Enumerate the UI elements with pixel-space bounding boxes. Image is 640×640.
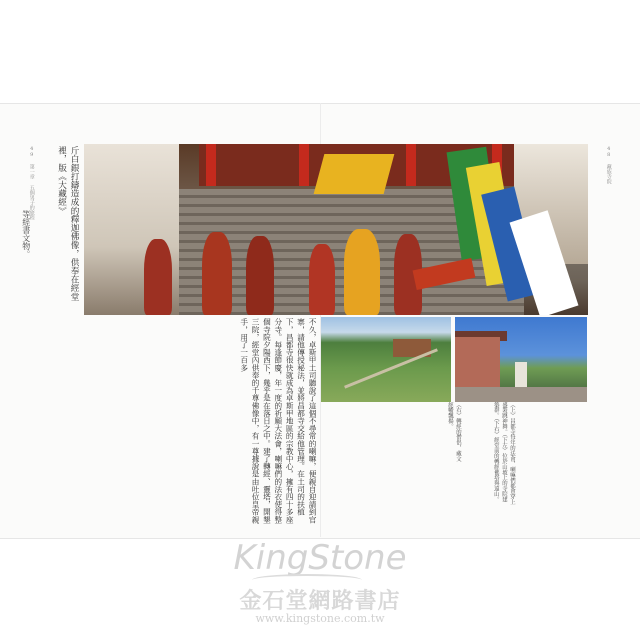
monk-figure [309,244,335,315]
monk-figure [202,232,232,315]
dancer-robe [314,154,395,194]
body-text-column: 不久，卓斯甲土司聽說了這個不尋常的喇嘛，便親自迎請到官寨，請他傳授秘法，並將昌都寺交給他管理。在土司的扶植下，昌都寺很快就成為卓斯甲地區的宗教中心，擁有四十多座分寺。每逢節慶，年一度的祈願大法會，喇嘛們的法衣使得整個寺院夕陽西下，幾乎是在落日之中。建了轉經、靈塔，開墾三院，經堂內供奉的千尊佛像中，有一尊據說是由吐位皇帝親手，用了一百多 [239,318,317,524]
temple-pillar [299,144,309,186]
store-logo-word: KingStone [233,538,407,578]
store-logo-chinese: 金石堂網路書店 [239,588,401,614]
mountain-path [344,348,438,388]
hillside-monastery-photo [321,317,451,402]
monk-figure [344,229,380,315]
monk-figure [246,236,274,315]
monk-figure [144,239,172,315]
left-page-folio: 49 第一章 五個男子的旅程 [28,146,35,220]
right-page-folio: 48 藏族寺院 [605,146,612,184]
store-url: www.kingstone.com.tw [255,612,385,625]
temple-pillar [206,144,216,186]
photo-caption: （右）轉經的僧侶，藏文經幡飄揚。 [446,402,461,462]
festival-photo [84,144,588,315]
temple-pillar [406,144,416,186]
photo-caption: （上）昌都寺每年的法會，喇嘛們都會穿上盛裝跳神舞。（下左）位於山坡上的寺院建築群。（下右）經堂前的轉經佛塔與遠山。 [492,402,515,505]
left-edge-text: 等經書文物。 [21,210,31,258]
temple-courtyard-photo [455,317,587,402]
top-text-column: 斤白銀打鑄造成的釋迦佛像，供奉在經堂裡，版《大藏經》 [56,146,79,301]
courtyard-ground [455,387,587,402]
